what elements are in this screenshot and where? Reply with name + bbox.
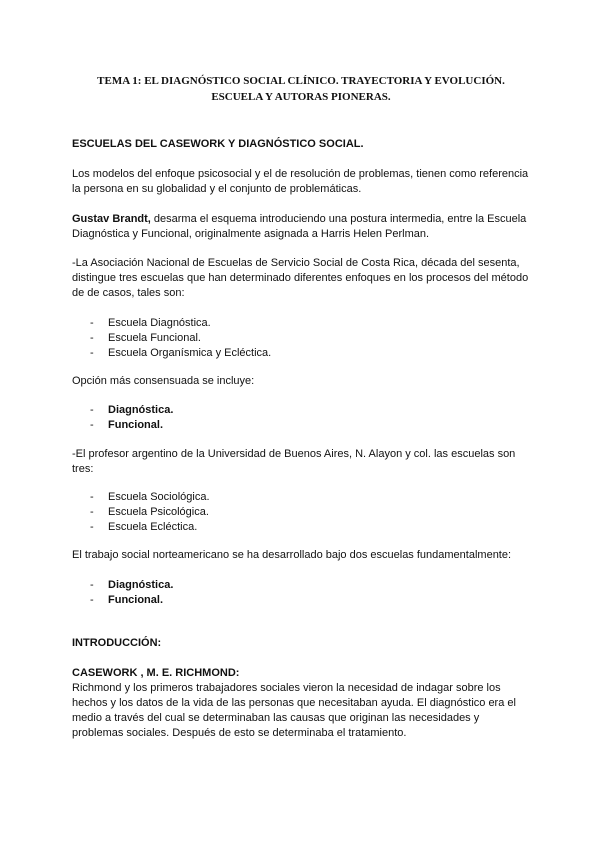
paragraph-consensus: Opción más consensuada se incluye: <box>72 375 255 387</box>
list-alayon-schools <box>90 490 530 535</box>
bullet-dash: - <box>90 317 94 329</box>
author-name-brandt: Gustav Brandt, <box>72 213 151 225</box>
bullet-dash: - <box>90 347 94 359</box>
list-item: - Escuela Funcional. <box>90 332 201 344</box>
paragraph-richmond: Richmond y los primeros trabajadores sociales vieron la necesidad de indagar sobre los hechos y los datos de la vida de las personas que necesitaban ayuda. El diagnóstico era el medio a través del cual se determinaban las causas que originan las necesidades y problemas sociales. Después de esto se determinaba el tratamiento. <box>72 682 516 739</box>
list-item: - Escuela Ecléctica. <box>90 521 198 533</box>
list-three-schools <box>90 316 530 361</box>
list-item: - Escuela Psicológica. <box>90 506 209 518</box>
list-item: - Diagnóstica. <box>90 404 174 416</box>
bullet-dash: - <box>90 594 94 606</box>
list-item: - Escuela Organísmica y Ecléctica. <box>90 347 272 359</box>
paragraph-brandt-text: desarma el esquema introduciendo una postura intermedia, entre la Escuela Diagnóstica y Funcional, originalmente asignada a Harris Helen Perlman. <box>72 213 527 240</box>
list-item: - Escuela Sociológica. <box>90 491 210 503</box>
list-north-american <box>90 578 530 608</box>
list-item: - Diagnóstica. <box>90 579 174 591</box>
bullet-dash: - <box>90 419 94 431</box>
document-title: TEMA 1: EL DIAGNÓSTICO SOCIAL CLÍNICO. TRAYECTORIA Y EVOLUCIÓN. ESCUELA Y AUTORAS PIONERAS. <box>97 75 505 103</box>
paragraph-brandt <box>72 212 532 242</box>
list-item: - Funcional. <box>90 419 163 431</box>
list-consensus <box>90 403 530 433</box>
paragraph-alayon: -El profesor argentino de la Universidad de Buenos Aires, N. Alayon y col. las escuelas son tres: <box>72 448 516 475</box>
bullet-dash: - <box>90 506 94 518</box>
list-item: - Funcional. <box>90 594 163 606</box>
subheading-casework-richmond: CASEWORK , M. E. RICHMOND: <box>72 667 240 679</box>
paragraph-costa-rica: -La Asociación Nacional de Escuelas de Servicio Social de Costa Rica, década del sesenta, distingue tres escuelas que han determinado diferentes enfoques en los procesos del método de de casos, tales son: <box>72 257 529 299</box>
bullet-dash: - <box>90 521 94 533</box>
list-item: - Escuela Diagnóstica. <box>90 317 211 329</box>
bullet-dash: - <box>90 491 94 503</box>
paragraph-north-american: El trabajo social norteamericano se ha desarrollado bajo dos escuelas fundamentalmente: <box>72 549 512 561</box>
section-heading-introduction: INTRODUCCIÓN: <box>72 637 162 649</box>
bullet-dash: - <box>90 579 94 591</box>
paragraph-models: Los modelos del enfoque psicosocial y el de resolución de problemas, tienen como referencia la persona en su globalidad y el conjunto de problemáticas. <box>72 168 529 195</box>
bullet-dash: - <box>90 404 94 416</box>
bullet-dash: - <box>90 332 94 344</box>
section-heading-schools: ESCUELAS DEL CASEWORK Y DIAGNÓSTICO SOCIAL. <box>72 138 364 150</box>
